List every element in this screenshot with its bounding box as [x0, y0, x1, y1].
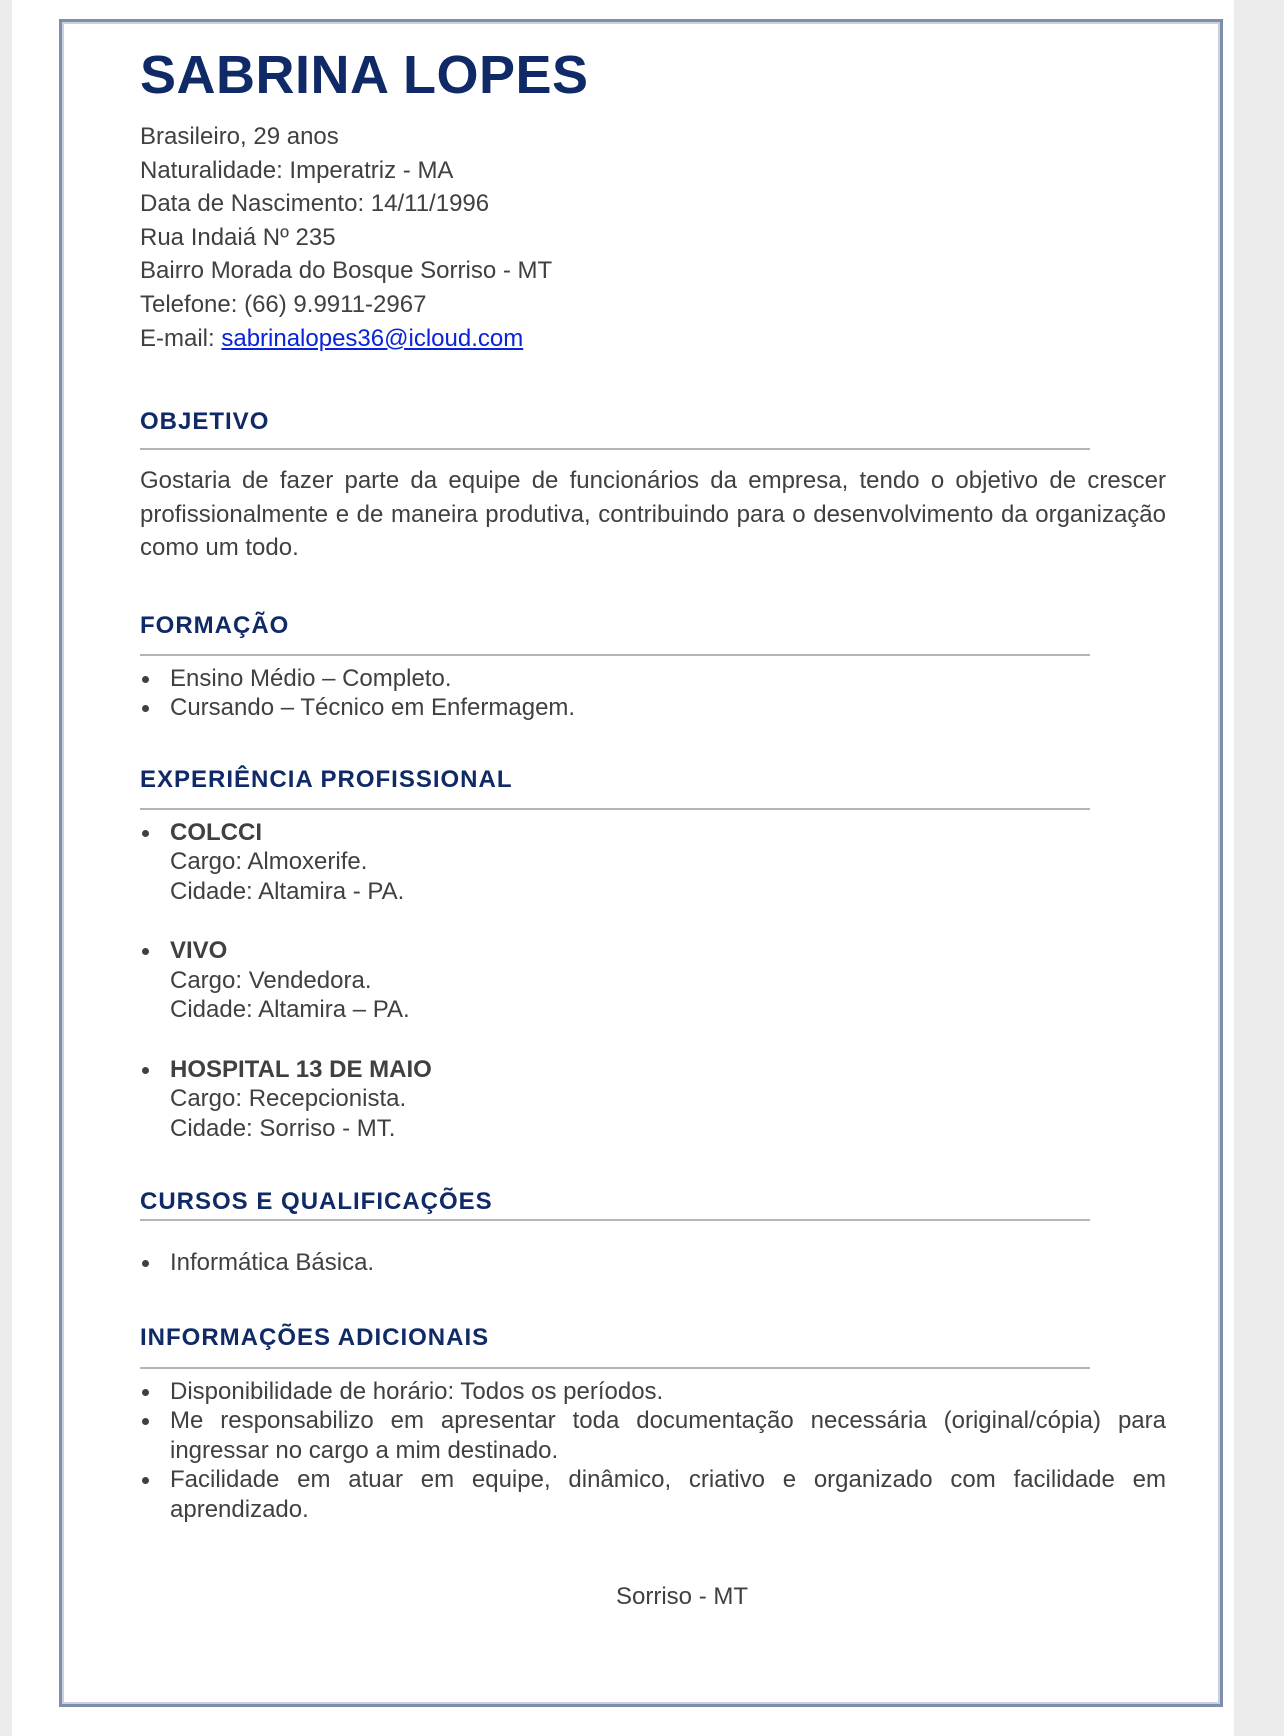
section-divider	[140, 654, 1090, 656]
document-page	[12, 0, 1234, 1736]
section-divider	[140, 1219, 1090, 1221]
section-title-objective: OBJETIVO	[140, 408, 270, 436]
list-item: Informática Básica.	[140, 1248, 1166, 1278]
job-company: COLCCI	[170, 818, 262, 846]
courses-list	[140, 1248, 1166, 1278]
section-title-courses: CURSOS E QUALIFICAÇÕES	[140, 1188, 493, 1216]
job-role: Cargo: Vendedora.	[170, 966, 372, 994]
section-title-education: FORMAÇÃO	[140, 611, 290, 639]
job-role: Cargo: Almoxerife.	[170, 848, 368, 876]
info-birthplace: Naturalidade: Imperatriz - MA	[140, 156, 454, 184]
job-city: Cidade: Altamira – PA.	[170, 996, 410, 1024]
experience-list	[140, 818, 1166, 1144]
section-divider	[140, 1367, 1090, 1369]
additional-list	[140, 1377, 1166, 1525]
job-entry	[140, 1055, 1166, 1144]
info-birth-date: Data de Nascimento: 14/11/1996	[140, 190, 490, 218]
info-street: Rua Indaiá Nº 235	[140, 223, 336, 251]
job-role: Cargo: Recepcionista.	[170, 1085, 407, 1113]
section-title-additional: INFORMAÇÕES ADICIONAIS	[140, 1323, 490, 1351]
footer-city: Sorriso - MT	[616, 1583, 748, 1610]
list-item: Disponibilidade de horário: Todos os períodos.	[140, 1377, 1166, 1407]
section-divider	[140, 808, 1090, 810]
list-item: Facilidade em atuar em equipe, dinâmico, criativo e organizado com facilidade em aprendizado.	[140, 1465, 1166, 1524]
personal-info	[140, 120, 1166, 355]
info-neighborhood: Bairro Morada do Bosque Sorriso - MT	[140, 257, 553, 285]
list-item: Ensino Médio – Completo.	[140, 664, 1166, 694]
candidate-name: SABRINA LOPES	[140, 45, 589, 105]
job-entry	[140, 936, 1166, 1025]
job-entry	[140, 818, 1166, 907]
list-item: Cursando – Técnico em Enfermagem.	[140, 693, 1166, 723]
section-title-experience: EXPERIÊNCIA PROFISSIONAL	[140, 765, 513, 793]
info-nationality-age: Brasileiro, 29 anos	[140, 123, 339, 150]
job-city: Cidade: Altamira - PA.	[170, 877, 405, 905]
objective-text: Gostaria de fazer parte da equipe de funcionários da empresa, tendo o objetivo de crescer profissionalmente e de maneira produtiva, contribuindo para o desenvolvimento da organização como um todo.	[140, 467, 1166, 562]
job-company: VIVO	[170, 937, 228, 965]
job-city: Cidade: Sorriso - MT.	[170, 1114, 396, 1142]
info-email	[140, 322, 1166, 356]
email-label: E-mail:	[140, 324, 222, 352]
info-phone: Telefone: (66) 9.9911-2967	[140, 290, 427, 318]
education-list	[140, 664, 1166, 723]
section-divider	[140, 448, 1090, 450]
job-company: HOSPITAL 13 DE MAIO	[170, 1055, 432, 1083]
list-item: Me responsabilizo em apresentar toda documentação necessária (original/cópia) para ingressar no cargo a mim destinado.	[140, 1406, 1166, 1465]
email-link[interactable]: sabrinalopes36@icloud.com	[221, 324, 524, 352]
resume-content	[140, 40, 1166, 1524]
